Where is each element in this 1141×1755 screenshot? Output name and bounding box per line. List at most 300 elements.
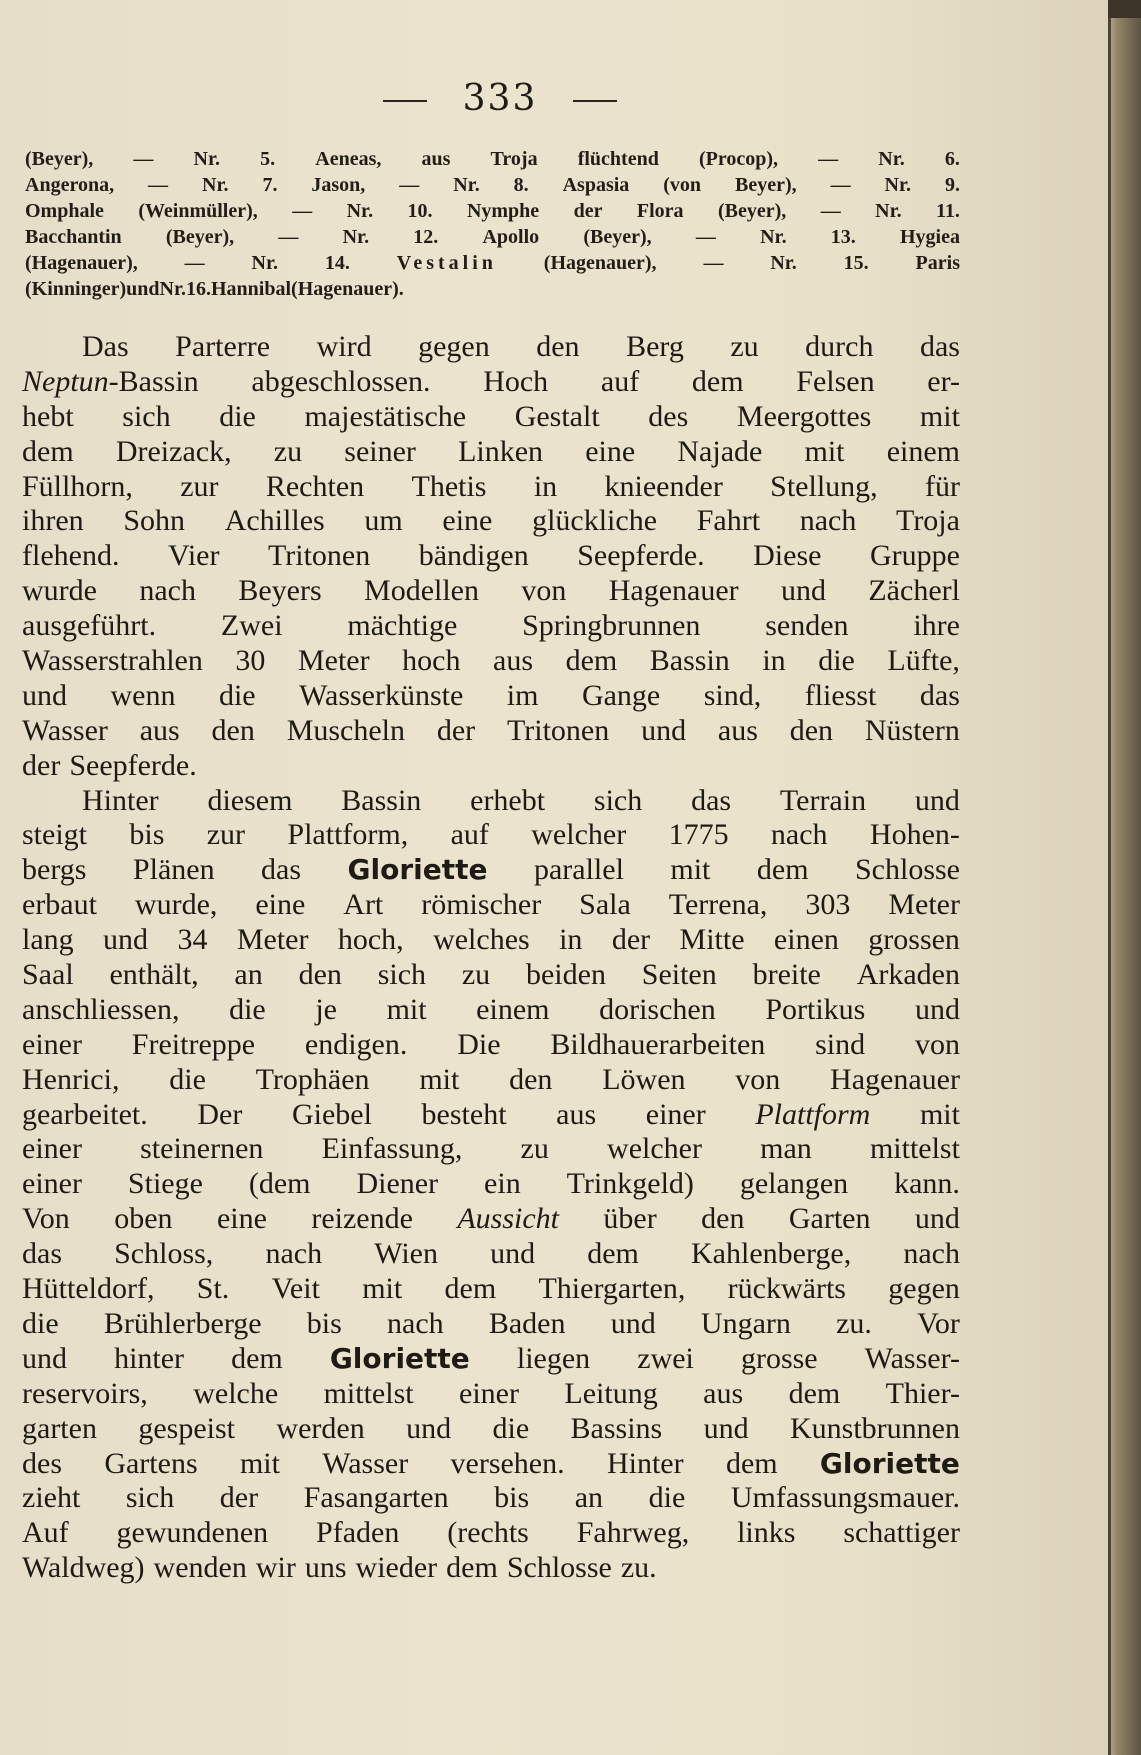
body-line: [22, 435, 960, 470]
word: —: [830, 174, 851, 196]
caption-line: [25, 146, 960, 172]
word: mittelst: [323, 1376, 414, 1410]
word: Garten: [788, 1202, 871, 1236]
word: den: [211, 713, 255, 747]
word: Diese: [753, 539, 822, 573]
word: Seepferde.: [577, 539, 705, 573]
word: nach: [799, 504, 857, 538]
word: Portikus: [765, 992, 866, 1026]
word: —: [820, 200, 841, 222]
word: nach: [387, 1306, 444, 1340]
word: sind: [815, 1027, 866, 1061]
page-binding-edge: [1108, 0, 1141, 1755]
word: Zwei: [220, 609, 283, 643]
word: endigen.: [304, 1027, 408, 1061]
word: Meergottes: [736, 399, 872, 433]
word: bis: [494, 1481, 530, 1515]
word: Nr.: [251, 252, 278, 274]
word: bändigen: [418, 539, 529, 573]
word: Neptun-Bassin: [22, 364, 199, 398]
word: Seiten: [641, 958, 717, 992]
word: Vor: [917, 1306, 960, 1340]
word: (Beyer),: [583, 226, 652, 248]
word: majestätische: [304, 399, 467, 433]
word: Nr.: [159, 278, 186, 300]
word: Nr.: [878, 148, 905, 170]
word: Meter: [297, 644, 370, 678]
word: diesem: [207, 783, 293, 817]
word: Hagenauer: [830, 1062, 960, 1096]
word: und: [406, 1411, 452, 1445]
word: wird: [316, 330, 372, 363]
word: (Beyer),: [165, 226, 235, 248]
word: Plattform: [755, 1097, 871, 1131]
word: nach: [139, 574, 196, 608]
word: —: [695, 226, 716, 248]
word: Wasser: [322, 1446, 409, 1480]
word: erbaut: [22, 888, 97, 922]
word: Fasangarten: [303, 1481, 449, 1515]
word: das: [919, 678, 960, 712]
word: Aeneas,: [315, 148, 382, 170]
word: Springbrunnen: [522, 609, 701, 643]
word: und: [22, 1341, 67, 1375]
word: sind,: [703, 678, 762, 712]
word: dem: [22, 434, 74, 468]
statue-caption-list: [25, 146, 960, 302]
body-line: [22, 470, 960, 505]
word: Henrici,: [22, 1062, 120, 1096]
word: Lüfte,: [887, 644, 960, 678]
word: 14.: [324, 252, 350, 274]
word: —: [184, 252, 205, 274]
word: Nr.: [453, 174, 480, 196]
word: die: [229, 992, 266, 1026]
word: in: [533, 469, 558, 503]
word: für: [925, 469, 960, 503]
word: links: [737, 1516, 796, 1550]
word: Saal: [22, 958, 74, 992]
word: gegen: [418, 330, 490, 363]
word: Fahrweg,: [576, 1516, 690, 1550]
word: zu: [730, 330, 759, 363]
word: über: [603, 1202, 657, 1236]
word: Bassins: [570, 1411, 663, 1445]
body-line: [22, 1481, 960, 1516]
word: Diener: [356, 1167, 439, 1201]
word: wurde,: [134, 888, 218, 922]
body-line: [22, 749, 960, 784]
word: Nr.: [202, 174, 229, 196]
word: einer: [22, 1132, 82, 1166]
word: erhebt: [470, 783, 546, 817]
word: einen: [773, 923, 839, 957]
word: der: [219, 1481, 259, 1515]
word: Auf: [22, 1516, 69, 1550]
word: dem: [444, 1272, 497, 1306]
word: knieender: [604, 469, 723, 503]
word: wurde: [22, 574, 97, 608]
word: ihren: [22, 504, 84, 538]
word: (rechts: [447, 1516, 529, 1550]
body-line: [22, 1342, 960, 1377]
word: Der: [197, 1097, 243, 1131]
word: die: [22, 1306, 59, 1340]
word: uns: [304, 1551, 347, 1585]
word: abgeschlossen.: [251, 364, 431, 398]
body-line: [22, 644, 960, 679]
word: Dreizack,: [115, 434, 232, 468]
word: den: [701, 1202, 745, 1236]
word: flüchtend: [577, 148, 659, 170]
word: Sala: [579, 888, 631, 922]
word: —: [133, 148, 154, 170]
body-line: [22, 679, 960, 714]
word: die: [218, 678, 256, 712]
word: dorischen: [599, 992, 716, 1026]
word: sich: [593, 783, 643, 817]
word: dem: [756, 853, 809, 887]
word: zu.: [836, 1306, 872, 1340]
word: rückwärts: [727, 1272, 846, 1306]
body-line: [22, 1447, 960, 1482]
word: 5.: [260, 148, 276, 170]
word: welches: [433, 923, 530, 957]
caption-line: [25, 250, 960, 276]
word: Nr.: [346, 200, 374, 222]
word: Nr.: [760, 226, 787, 248]
word: Nr.: [193, 148, 221, 170]
word: mit: [362, 1272, 403, 1306]
word: aus: [717, 713, 758, 747]
body-line: [22, 400, 960, 435]
word: einer: [645, 1097, 706, 1131]
header-dash-left: [383, 100, 427, 102]
word: senden: [765, 609, 849, 643]
word: aus: [139, 713, 180, 747]
word: Schlosse: [506, 1551, 612, 1585]
word: 9.: [944, 174, 960, 196]
word: welche: [193, 1376, 279, 1410]
word: Troja: [490, 148, 538, 170]
word: Parterre: [175, 330, 271, 363]
word: reizende: [311, 1202, 413, 1236]
word: 16.: [185, 278, 211, 300]
word: die: [169, 1062, 206, 1096]
word: Nr.: [770, 252, 797, 274]
word: dem: [565, 644, 618, 678]
word: zieht: [22, 1481, 81, 1515]
binding-top-strip: [1108, 0, 1141, 18]
word: aus: [493, 644, 534, 678]
word: steinernen: [140, 1132, 264, 1166]
word: 30: [235, 644, 266, 678]
body-line: [22, 993, 960, 1028]
word: man: [760, 1132, 812, 1166]
body-line: [22, 1167, 960, 1202]
word: und: [914, 1202, 960, 1236]
word: 15.: [843, 252, 869, 274]
word: den: [298, 958, 342, 992]
body-line: [22, 1272, 960, 1307]
word: Tritonen: [267, 539, 371, 573]
word: Mitte: [679, 923, 745, 957]
word: gespeist: [138, 1411, 236, 1445]
word: Gartens: [104, 1446, 198, 1480]
caption-line: [25, 276, 960, 302]
caption-line: [25, 198, 960, 224]
word: anschliessen,: [22, 992, 180, 1026]
word: das: [919, 330, 960, 363]
body-line: [22, 539, 960, 574]
word: 12.: [413, 226, 439, 248]
word: mit: [419, 1062, 460, 1096]
word: Tritonen: [507, 713, 610, 747]
word: St.: [196, 1272, 230, 1306]
body-line: [22, 609, 960, 644]
word: (Beyer),: [717, 200, 787, 222]
word: nach: [770, 818, 828, 852]
word: einer: [22, 1027, 82, 1061]
body-line: [22, 1028, 960, 1063]
word: mächtige: [347, 609, 458, 643]
body-line: [22, 853, 960, 888]
word: und: [781, 574, 826, 608]
word: sich: [377, 958, 427, 992]
word: der: [573, 200, 603, 222]
word: Kahlenberge,: [691, 1237, 852, 1271]
word: Meter: [888, 888, 960, 922]
word: den: [509, 1062, 553, 1096]
word: Brühlerberge: [103, 1306, 262, 1340]
word: eine: [442, 504, 493, 538]
word: Bacchantin: [25, 226, 122, 248]
word: dem: [231, 1341, 283, 1375]
word: Felsen: [796, 364, 875, 398]
word: gelangen: [739, 1167, 849, 1201]
word: dem: [446, 1551, 498, 1585]
word: parallel: [533, 853, 624, 887]
word: (Beyer),: [25, 148, 94, 170]
word: des: [22, 1446, 62, 1480]
word: dem: [725, 1446, 778, 1480]
word: Paris: [915, 252, 960, 274]
body-line: [22, 1132, 960, 1167]
word: Muscheln: [286, 713, 406, 747]
word: sich: [125, 1481, 175, 1515]
word: werden: [276, 1411, 365, 1445]
word: in: [762, 644, 786, 678]
word: —: [278, 226, 299, 248]
word: Thier-: [885, 1376, 960, 1410]
word: 303: [805, 888, 851, 922]
word: welcher: [531, 818, 627, 852]
word: Hinter: [82, 783, 159, 817]
body-line: [22, 1551, 960, 1586]
word: 6.: [944, 148, 960, 170]
word: und: [103, 923, 149, 957]
word: von: [521, 574, 567, 608]
word: Art: [343, 888, 384, 922]
word: Nüstern: [864, 713, 960, 747]
word: Löwen: [602, 1062, 686, 1096]
word: der: [22, 748, 61, 782]
word: Trinkgeld): [566, 1167, 694, 1201]
page-header: [0, 78, 1000, 119]
word: Ungarn: [700, 1306, 791, 1340]
word: zu: [461, 958, 491, 992]
word: die: [492, 1411, 530, 1445]
word: je: [315, 992, 337, 1026]
body-line: [22, 365, 960, 400]
word: zwei: [637, 1341, 694, 1375]
word: Fahrt: [696, 504, 761, 538]
word: Leitung: [564, 1376, 658, 1410]
word: ihre: [913, 609, 960, 643]
word: Terrena,: [668, 888, 768, 922]
word: 1775: [668, 818, 729, 852]
word: das: [22, 1237, 62, 1271]
word: Plänen: [132, 853, 215, 887]
word: und: [610, 1306, 656, 1340]
word: —: [292, 200, 313, 222]
word: und: [126, 278, 160, 300]
word: dem: [691, 364, 744, 398]
word: Pfaden: [316, 1516, 400, 1550]
word: (Hagenauer),: [543, 252, 657, 274]
word: bis: [306, 1306, 342, 1340]
word: mit: [670, 853, 711, 887]
word: Plattform,: [287, 818, 409, 852]
word: Veit: [271, 1272, 320, 1306]
word: breite: [752, 958, 821, 992]
word: ein: [484, 1167, 521, 1201]
word: Vestalin: [396, 252, 497, 274]
word: Modellen: [364, 574, 479, 608]
word: er-: [927, 364, 960, 398]
word: Nr.: [342, 226, 370, 248]
header-dash-right: [573, 100, 617, 102]
body-line: [22, 923, 960, 958]
word: im: [506, 678, 539, 712]
word: Umfassungsmauer.: [730, 1481, 960, 1515]
word: Linken: [458, 434, 544, 468]
word: durch: [805, 330, 874, 363]
word: (dem: [248, 1167, 311, 1201]
word: an: [574, 1481, 604, 1515]
word: Schlosse: [855, 853, 960, 887]
word: die: [648, 1481, 686, 1515]
word: Wasserkünste: [299, 678, 464, 712]
word: liegen: [516, 1341, 591, 1375]
word: einer: [459, 1376, 519, 1410]
body-line: [22, 784, 960, 819]
word: nach: [903, 1237, 960, 1271]
word: wir: [255, 1551, 296, 1585]
word: und: [641, 713, 687, 747]
word: Gloriette: [347, 853, 488, 887]
word: Gloriette: [819, 1446, 960, 1480]
word: Hannibal: [210, 278, 292, 300]
word: Einfassung,: [321, 1132, 463, 1166]
word: mit: [804, 434, 845, 468]
word: zu.: [620, 1551, 657, 1585]
page-number: 333: [462, 78, 538, 119]
word: mit: [919, 399, 960, 433]
word: hoch,: [337, 923, 404, 957]
word: flehend.: [22, 539, 120, 573]
word: Berg: [626, 330, 684, 363]
word: Zächerl: [868, 574, 960, 608]
word: Hohen-: [869, 818, 960, 852]
word: bergs: [22, 853, 87, 887]
word: Die: [457, 1027, 501, 1061]
word: Bassin: [649, 644, 730, 678]
word: Hütteldorf,: [22, 1272, 155, 1306]
word: bis: [129, 818, 165, 852]
word: von: [914, 1027, 960, 1061]
word: steigt: [22, 818, 87, 852]
word: zur: [206, 818, 246, 852]
word: wenn: [110, 678, 176, 712]
word: Rechten: [265, 469, 365, 503]
word: an: [234, 958, 263, 992]
caption-line: [25, 224, 960, 250]
word: Terrain: [779, 783, 867, 817]
word: Apollo: [482, 226, 540, 248]
word: und: [703, 1411, 749, 1445]
word: (Procop),: [698, 148, 779, 170]
body-line: [22, 1516, 960, 1551]
word: der: [436, 713, 476, 747]
word: dem: [788, 1376, 841, 1410]
body-line: [22, 1377, 960, 1412]
word: Gange: [581, 678, 661, 712]
word: zur: [180, 469, 219, 503]
word: Trophäen: [255, 1062, 370, 1096]
word: 8.: [513, 174, 529, 196]
word: (Hagenauer).: [291, 278, 404, 300]
word: Hagenauer: [608, 574, 739, 608]
word: beiden: [525, 958, 606, 992]
word: Das: [82, 330, 129, 363]
word: Jason,: [311, 174, 366, 196]
word: Meter: [236, 923, 309, 957]
word: Nr.: [884, 174, 912, 196]
word: wenden: [153, 1551, 247, 1585]
word: wieder: [355, 1551, 438, 1585]
word: —: [818, 148, 839, 170]
word: hebt: [22, 399, 74, 433]
word: zu: [273, 434, 303, 468]
word: Seepferde.: [69, 748, 197, 782]
word: Stiege: [127, 1167, 203, 1201]
word: welcher: [607, 1132, 702, 1166]
word: gewundenen: [116, 1516, 269, 1550]
word: enthält,: [109, 958, 199, 992]
word: eine: [585, 434, 636, 468]
word: den: [536, 330, 580, 363]
word: aus: [556, 1097, 597, 1131]
word: grosse: [740, 1341, 818, 1375]
word: auf: [450, 818, 489, 852]
word: Schloss,: [114, 1237, 214, 1271]
word: Thiergarten,: [538, 1272, 686, 1306]
word: aus: [421, 148, 451, 170]
word: die: [219, 399, 256, 433]
word: das: [691, 783, 732, 817]
word: Beyer),: [735, 174, 797, 196]
